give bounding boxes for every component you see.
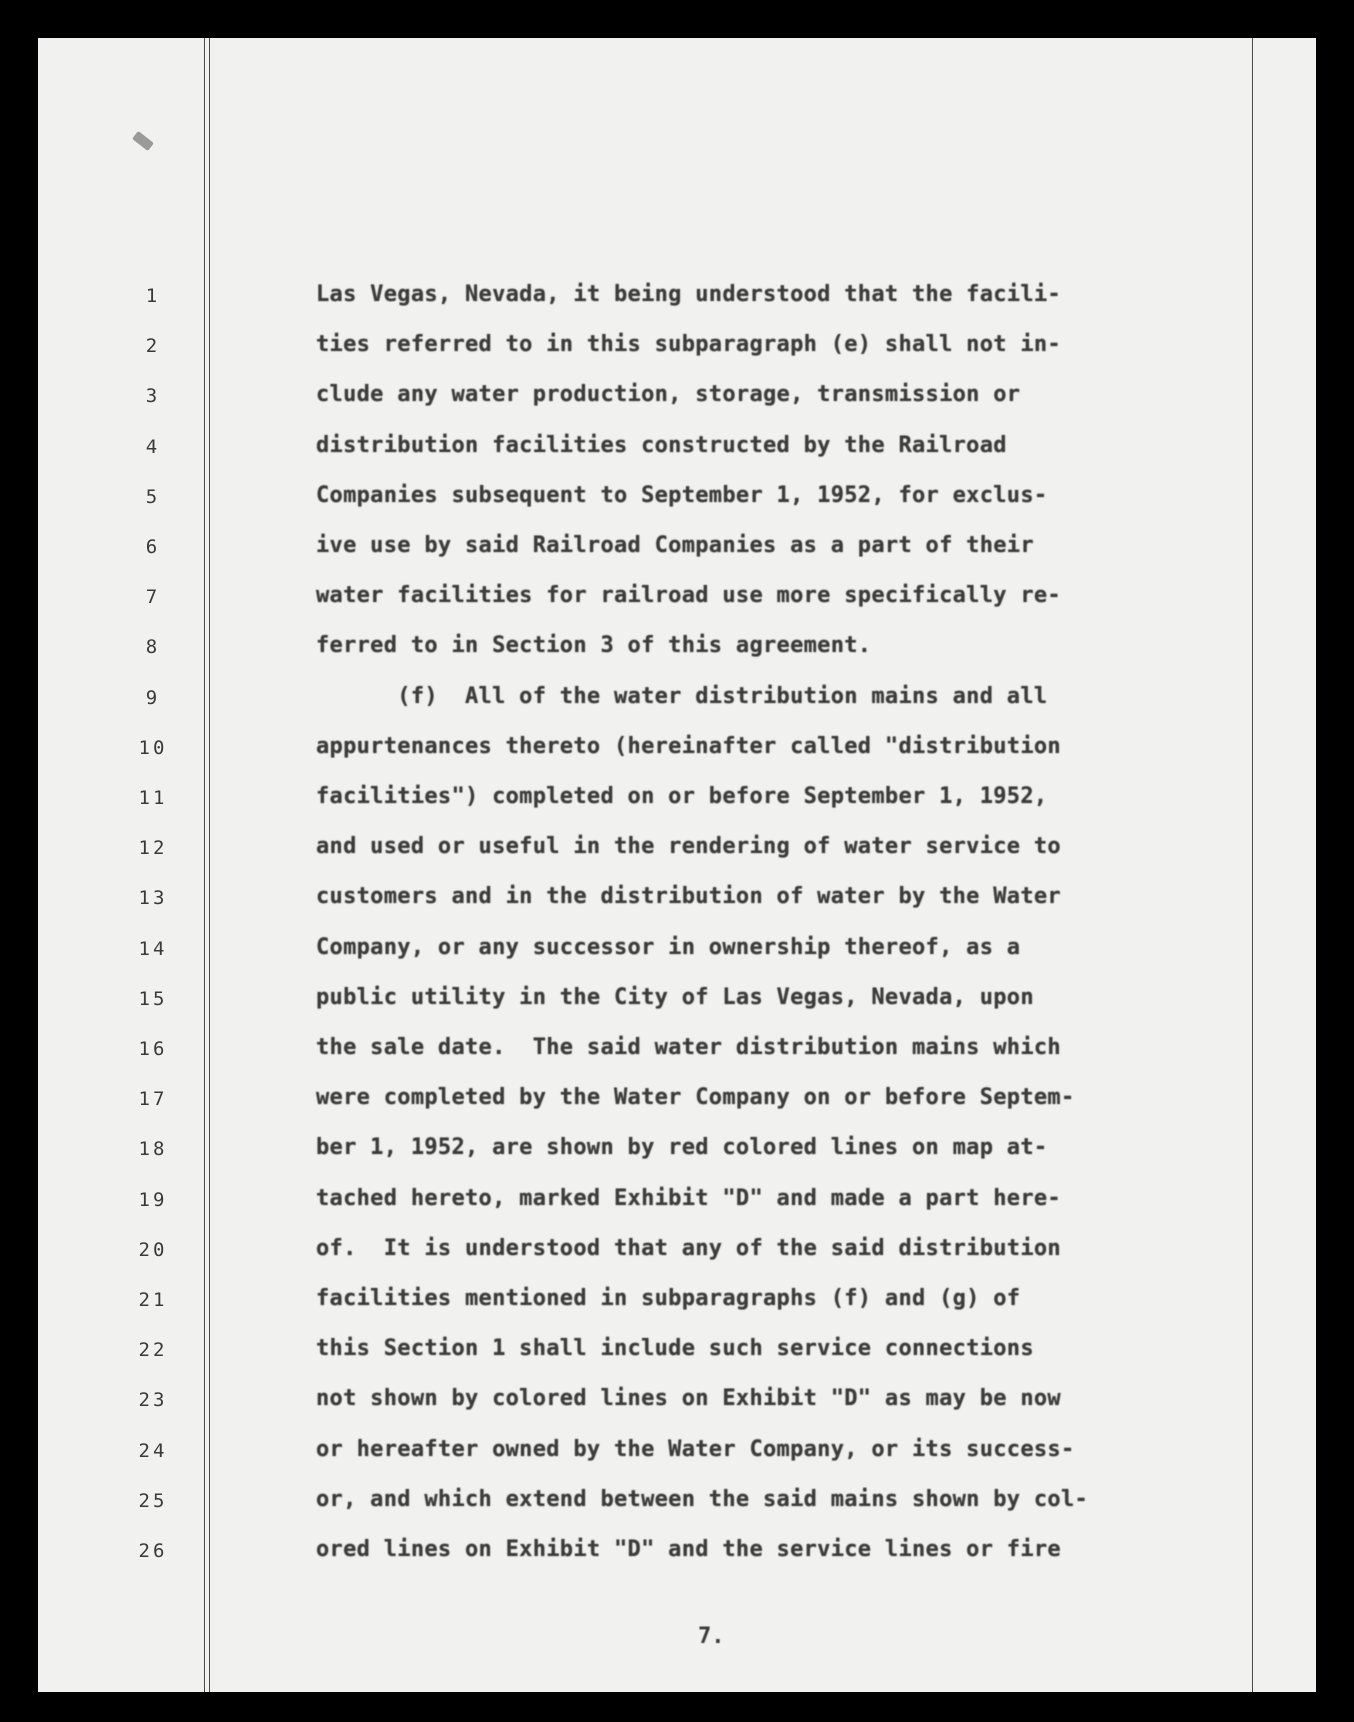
line-number: 13 — [138, 887, 168, 909]
line-number: 4 — [145, 436, 161, 458]
left-margin-rule-inner — [209, 38, 210, 1692]
line-number: 21 — [138, 1289, 168, 1311]
line-number: 19 — [138, 1189, 168, 1211]
line-number: 16 — [138, 1038, 168, 1060]
text-line: or, and which extend between the said mains shown by col- — [316, 1487, 1089, 1512]
text-line: Companies subsequent to September 1, 1952, for exclus- — [316, 483, 1048, 508]
text-line: ive use by said Railroad Companies as a part of their — [316, 533, 1034, 558]
document-page — [38, 38, 1316, 1692]
text-line: not shown by colored lines on Exhibit "D" as may be now — [316, 1386, 1061, 1411]
margin-mark-icon — [132, 131, 154, 151]
text-line: Las Vegas, Nevada, it being understood that the facili- — [316, 282, 1061, 307]
text-line: facilities") completed on or before September 1, 1952, — [316, 784, 1048, 809]
line-number: 8 — [145, 636, 161, 658]
line-number: 20 — [138, 1239, 168, 1261]
text-line: distribution facilities constructed by the Railroad — [316, 433, 1007, 458]
line-number: 25 — [138, 1490, 168, 1512]
right-margin-rule — [1252, 38, 1253, 1692]
text-line: ber 1, 1952, are shown by red colored lines on map at- — [316, 1135, 1048, 1160]
text-line: (f) All of the water distribution mains and all — [316, 684, 1048, 709]
text-line: ties referred to in this subparagraph (e) shall not in- — [316, 332, 1061, 357]
text-line: Company, or any successor in ownership thereof, as a — [316, 935, 1021, 960]
text-line: appurtenances thereto (hereinafter called "distribution — [316, 734, 1061, 759]
line-number: 12 — [138, 837, 168, 859]
line-number: 26 — [138, 1540, 168, 1562]
text-line: ored lines on Exhibit "D" and the service lines or fire — [316, 1537, 1061, 1562]
text-line: clude any water production, storage, transmission or — [316, 382, 1021, 407]
line-number: 5 — [145, 486, 161, 508]
line-number: 22 — [138, 1339, 168, 1361]
line-number: 9 — [145, 687, 161, 709]
text-line: this Section 1 shall include such service connections — [316, 1336, 1034, 1361]
line-number: 3 — [145, 385, 161, 407]
text-line: ferred to in Section 3 of this agreement. — [316, 633, 872, 658]
page-number: 7. — [698, 1624, 725, 1649]
text-line: and used or useful in the rendering of water service to — [316, 834, 1061, 859]
text-line: customers and in the distribution of water by the Water — [316, 884, 1061, 909]
line-number: 17 — [138, 1088, 168, 1110]
text-line: were completed by the Water Company on or before Septem- — [316, 1085, 1075, 1110]
text-line: tached hereto, marked Exhibit "D" and made a part here- — [316, 1186, 1061, 1211]
text-line: facilities mentioned in subparagraphs (f) and (g) of — [316, 1286, 1021, 1311]
text-line: the sale date. The said water distribution mains which — [316, 1035, 1061, 1060]
text-line: of. It is understood that any of the said distribution — [316, 1236, 1061, 1261]
line-number: 1 — [145, 285, 161, 307]
line-number: 11 — [138, 787, 168, 809]
line-number: 18 — [138, 1138, 168, 1160]
line-number: 23 — [138, 1389, 168, 1411]
text-line: public utility in the City of Las Vegas, Nevada, upon — [316, 985, 1034, 1010]
line-number: 15 — [138, 988, 168, 1010]
text-line: or hereafter owned by the Water Company, or its success- — [316, 1437, 1075, 1462]
line-number: 14 — [138, 938, 168, 960]
line-number: 10 — [138, 737, 168, 759]
line-number: 7 — [145, 586, 161, 608]
text-line: water facilities for railroad use more specifically re- — [316, 583, 1061, 608]
line-number: 2 — [145, 335, 161, 357]
line-number: 24 — [138, 1440, 168, 1462]
line-number: 6 — [145, 536, 161, 558]
